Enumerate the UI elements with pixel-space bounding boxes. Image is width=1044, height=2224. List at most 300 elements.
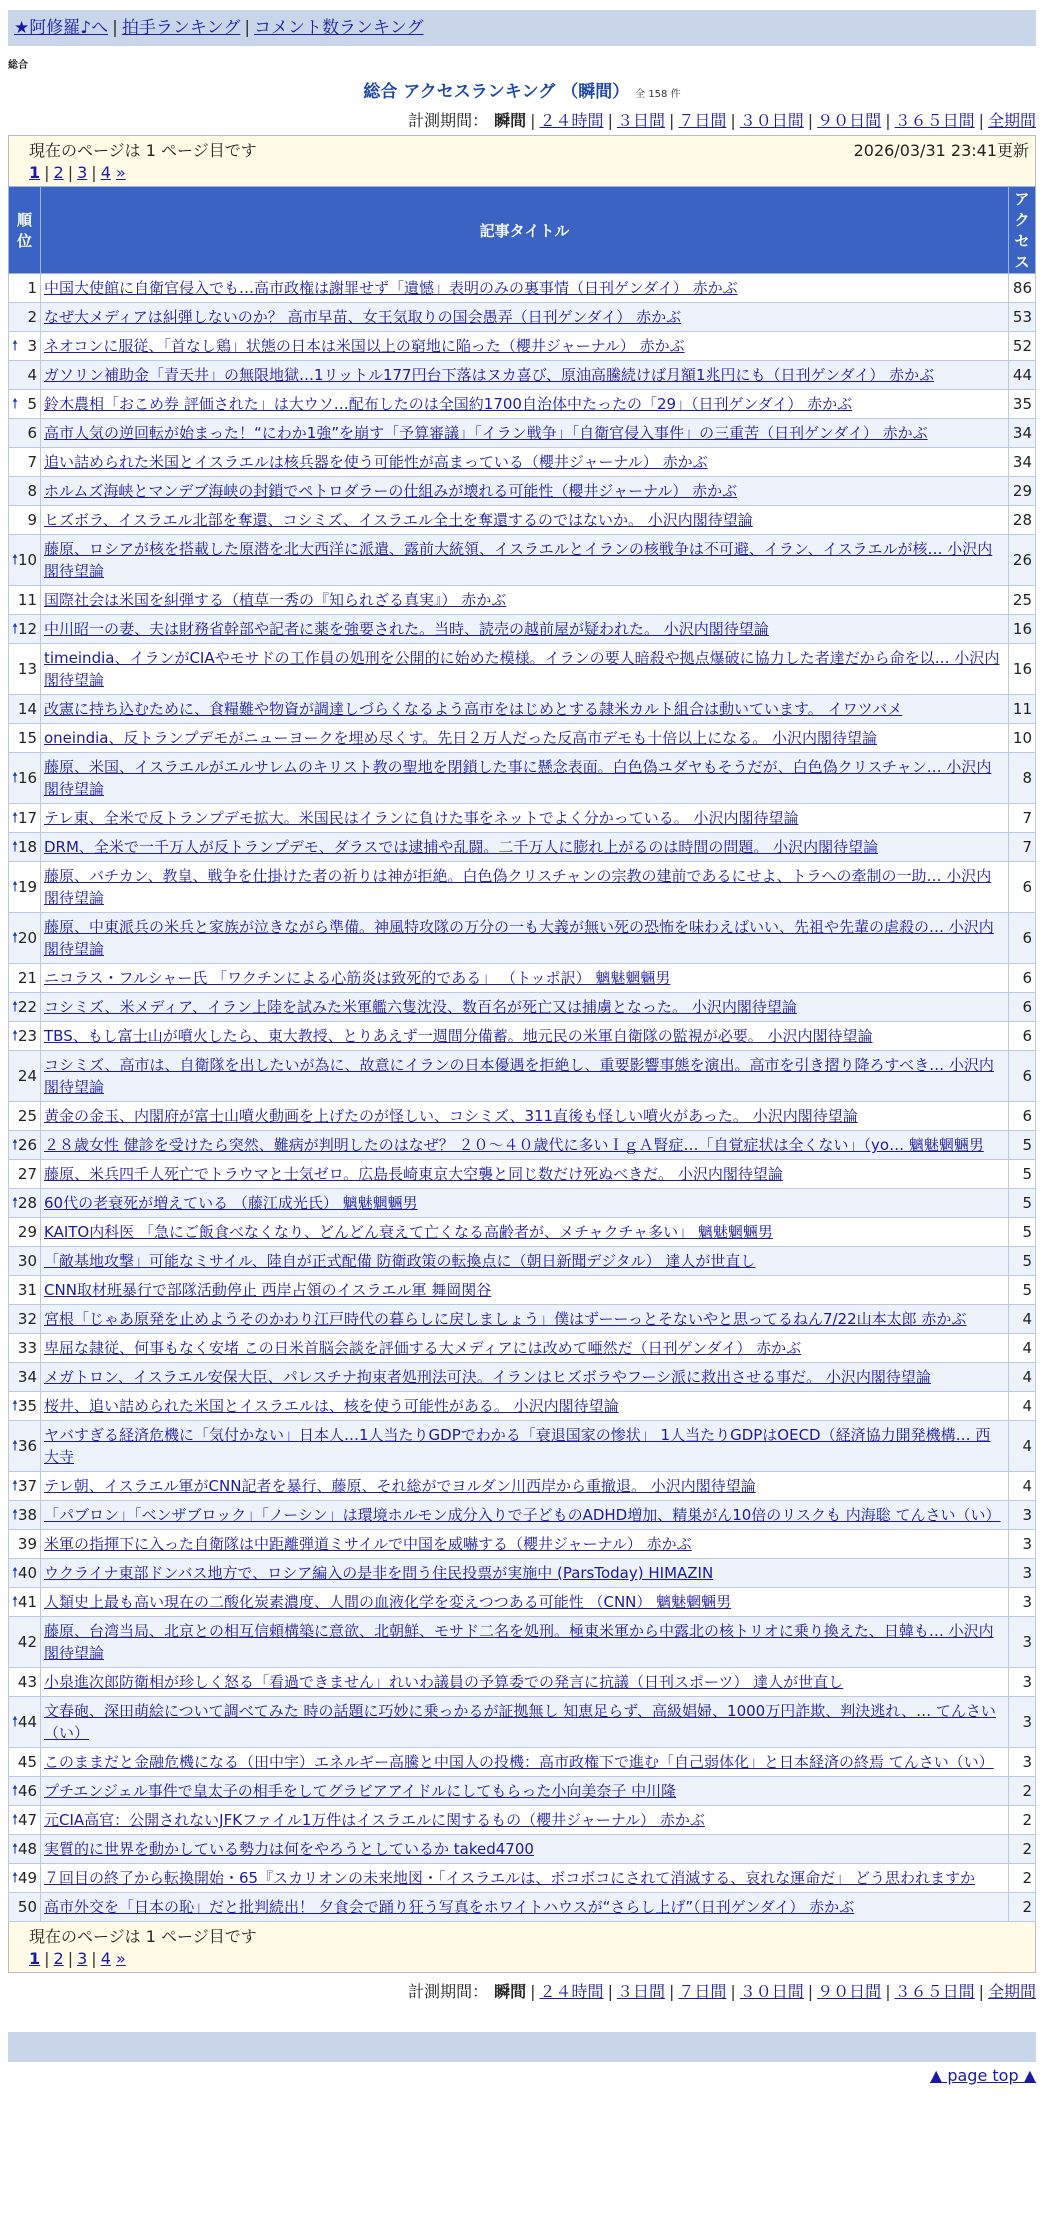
up-arrow-icon: 🠕 [12, 1783, 19, 1799]
title-cell [41, 1748, 1009, 1777]
rank-cell [9, 1218, 41, 1247]
article-link[interactable]: このままだと金融危機になる（田中宇）エネルギー高騰と中国人の投機：高市政権下で進む「自己弱体化」と日本経済の終焉 てんさい（い） [44, 1753, 994, 1771]
rank-number: 13 [17, 660, 37, 678]
article-link[interactable]: 元CIA高官：公開されないJFKファイル1万件はイスラエルに関するもの（櫻井ジャーナル） 赤かぶ [44, 1811, 705, 1829]
article-link[interactable]: 改憲に持ち込むために、食糧難や物資が調達しづらくなるよう高市をはじめとする隷米カルト組合は動いています。 イワツバメ [44, 700, 903, 718]
rank-number: 37 [18, 1477, 38, 1495]
table-row [9, 1835, 1036, 1864]
article-link[interactable]: テレ朝、イスラエル軍がCNN記者を暴行、藤原、それ総がでヨルダン川西岸から重撤退。 小沢内閣待望論 [44, 1477, 756, 1495]
article-link[interactable]: DRM、全米で一千万人が反トランプデモ、ダラスでは逮捕や乱闘。二千万人に膨れ上がるのは時間の問題。 小沢内閣待望論 [44, 838, 879, 856]
page-separator: | [67, 1949, 74, 1968]
table-row [9, 1022, 1036, 1051]
next-page-link[interactable]: » [115, 163, 126, 182]
period-link[interactable]: ９０日間 [817, 111, 882, 130]
rank-number: 39 [17, 1535, 37, 1553]
article-link[interactable]: 宮根「じゃあ原発を止めようそのかわり江戸時代の暮らしに戻しましょう」僕はずーーっとそないやと思ってるねん7/22山本太郎 赤かぶ [44, 1310, 967, 1328]
table-row [9, 1617, 1036, 1668]
access-count: 35 [1009, 390, 1036, 419]
rank-number: 4 [27, 366, 37, 384]
title-cell [41, 1160, 1009, 1189]
rank-cell [9, 390, 41, 419]
access-count: 4 [1009, 1363, 1036, 1392]
rank-number: 23 [18, 1027, 38, 1045]
access-count: 3 [1009, 1668, 1036, 1697]
up-arrow-icon: 🠕 [12, 1028, 19, 1044]
period-link[interactable]: ２４時間 [539, 1982, 604, 2001]
rank-cell [9, 993, 41, 1022]
page-link[interactable]: 4 [100, 1949, 111, 1968]
rank-cell [9, 303, 41, 332]
title-cell [41, 1777, 1009, 1806]
access-count: 4 [1009, 1421, 1036, 1472]
period-separator: | [978, 1982, 984, 2001]
article-link[interactable]: 鈴木農相「おこめ券 評価された」は大ウソ…配布したのは全国約1700自治体中たったの「29」（日刊ゲンダイ） 赤かぶ [44, 395, 853, 413]
title-cell [41, 1189, 1009, 1218]
category-label: 総合 [8, 60, 28, 71]
rank-cell [9, 477, 41, 506]
access-count: 6 [1009, 1051, 1036, 1102]
period-separator: | [807, 1982, 814, 2001]
article-link[interactable]: 藤原、バチカン、教皇、戦争を仕掛けた者の祈りは神が拒絶。白色偽クリスチャンの宗教の建前であるにせよ、トラへの牽制の一助… 小沢内閣待望論 [44, 867, 992, 907]
rank-number: 34 [17, 1368, 37, 1386]
title-cell [41, 1131, 1009, 1160]
access-count: 4 [1009, 1472, 1036, 1501]
article-link[interactable]: 「敵基地攻撃」可能なミサイル、陸自が正式配備 防衛政策の転換点に（朝日新聞デジタル） 達人が世直し [44, 1252, 756, 1270]
title-cell [41, 1806, 1009, 1835]
period-link[interactable]: ３６５日間 [894, 111, 975, 130]
table-row [9, 448, 1036, 477]
title-cell [41, 1334, 1009, 1363]
access-count: 5 [1009, 1218, 1036, 1247]
article-link[interactable]: 60代の老衰死が増えている （藤江成光氏） 魑魅魍魎男 [44, 1194, 418, 1212]
rank-number: 1 [27, 279, 37, 297]
page-separator: | [67, 163, 74, 182]
nav-link-comment-ranking[interactable]: コメント数ランキング [254, 18, 424, 38]
table-row [9, 913, 1036, 964]
access-count: 6 [1009, 964, 1036, 993]
rank-cell [9, 1022, 41, 1051]
rank-number: 35 [18, 1397, 38, 1415]
rank-number: 30 [17, 1252, 37, 1270]
title-cell [41, 1102, 1009, 1131]
rank-number: 3 [27, 337, 37, 355]
rank-number: 40 [18, 1564, 38, 1582]
article-link[interactable]: ウクライナ東部ドンバス地方で、ロシア編入の是非を問う住民投票が実施中 (ParsToday) HIMAZIN [44, 1564, 714, 1582]
title-cell [41, 1501, 1009, 1530]
article-link[interactable]: ヒズボラ、イスラエル北部を奪還、コシミズ、イスラエル全土を奪還するのではないか。 小沢内閣待望論 [44, 511, 753, 529]
period-link[interactable]: ２４時間 [539, 111, 604, 130]
rank-number: 33 [17, 1339, 37, 1357]
article-link[interactable]: ホルムズ海峡とマンデブ海峡の封鎖でペトロダラーの仕組みが壊れる可能性（櫻井ジャーナル） 赤かぶ [44, 482, 738, 500]
access-count: 6 [1009, 1102, 1036, 1131]
title-cell [41, 1835, 1009, 1864]
pagination-top [29, 163, 1029, 182]
table-row [9, 1559, 1036, 1588]
table-row [9, 1668, 1036, 1697]
access-count: 3 [1009, 1559, 1036, 1588]
article-link[interactable]: CNN取材班暴行で部隊活動停止 西岸占領のイスラエル軍 舞岡関谷 [44, 1281, 492, 1299]
up-arrow-icon: 🠕 [12, 1438, 19, 1454]
rank-cell [9, 1835, 41, 1864]
table-row [9, 1051, 1036, 1102]
access-count: 44 [1009, 361, 1036, 390]
title-cell [41, 1247, 1009, 1276]
table-row [9, 1363, 1036, 1392]
rank-number: 16 [18, 769, 38, 787]
page-link[interactable]: 3 [77, 163, 88, 182]
table-row [9, 1697, 1036, 1748]
period-label: 計測期間： [408, 111, 489, 130]
up-arrow-icon: 🠕 [12, 396, 19, 412]
period-link[interactable]: ３日間 [616, 111, 665, 130]
up-arrow-icon: 🠕 [12, 999, 19, 1015]
access-count: 28 [1009, 506, 1036, 535]
title-cell [41, 753, 1009, 804]
rank-number: 21 [17, 969, 37, 987]
table-row [9, 390, 1036, 419]
access-count: 3 [1009, 1501, 1036, 1530]
period-link[interactable]: 全期間 [987, 1982, 1036, 2001]
rank-cell [9, 1421, 41, 1472]
title-cell [41, 506, 1009, 535]
table-row [9, 644, 1036, 695]
table-row [9, 862, 1036, 913]
period-separator: | [607, 1982, 613, 2001]
rank-cell [9, 1617, 41, 1668]
footer-bar [8, 2032, 1036, 2062]
title-cell [41, 586, 1009, 615]
up-arrow-icon: 🠕 [12, 1137, 19, 1153]
access-count: 16 [1009, 644, 1036, 695]
article-link[interactable]: メガトロン、イスラエル安保大臣、パレスチナ拘束者処刑法可決。イランはヒズボラやフーシ派に救出させる事だ。 小沢内閣待望論 [44, 1368, 931, 1386]
rank-number: 14 [17, 700, 37, 718]
table-row [9, 1748, 1036, 1777]
rank-number: 8 [27, 482, 37, 500]
article-link[interactable]: プチエンジェル事件で皇太子の相手をしてグラビアアイドルにしてもらった小向美奈子 中川隆 [44, 1782, 677, 1800]
page-separator: | [44, 163, 50, 182]
rank-cell [9, 724, 41, 753]
page-link-current[interactable]: 1 [29, 163, 41, 182]
article-link[interactable]: なぜ大メディアは糾弾しないのか？ 高市早苗、女王気取りの国会愚弄（日刊ゲンダイ） 赤かぶ [44, 308, 682, 326]
nav-link-clap-ranking[interactable]: 拍手ランキング [121, 18, 241, 38]
article-link[interactable]: コシミズ、米メディア、イラン上陸を試みた米軍艦六隻沈没、数百名が死亡又は捕虜となった。 小沢内閣待望論 [44, 998, 797, 1016]
article-link[interactable]: 「パブロン」「ベンザブロック」「ノーシン」は環境ホルモン成分入りで子どものADHD増加、精巣がん10倍のリスクも 内海聡 てんさい（い） [44, 1506, 1001, 1524]
rank-cell [9, 1392, 41, 1421]
table-row [9, 1421, 1036, 1472]
article-link[interactable]: 国際社会は米国を糾弾する（植草一秀の『知られざる真実』） 赤かぶ [44, 591, 507, 609]
page-separator: | [44, 1949, 50, 1968]
article-link[interactable]: 黄金の金玉、内閣府が富士山噴火動画を上げたのが怪しい、コシミズ、311直後も怪しい噴火があった。 小沢内閣待望論 [44, 1107, 858, 1125]
access-count: 86 [1009, 274, 1036, 303]
access-count: 25 [1009, 586, 1036, 615]
up-arrow-icon: 🠕 [12, 1594, 19, 1610]
article-link[interactable]: 人類史上最も高い現在の二酸化炭素濃度、人間の血液化学を変えつつある可能性 （CNN） 魑魅魍魎男 [44, 1593, 732, 1611]
access-count: 53 [1009, 303, 1036, 332]
rank-number: 22 [18, 998, 38, 1016]
up-arrow-icon: 🠕 [12, 1478, 19, 1494]
article-link[interactable]: ヤバすぎる経済危機に「気付かない」日本人…1人当たりGDPでわかる「衰退国家の惨状」 1人当たりGDPはOECD（経済協力開発機構… 西大寺 [44, 1426, 991, 1466]
period-link[interactable]: ３０日間 [739, 111, 804, 130]
top-nav-bar [8, 10, 1036, 46]
title-cell [41, 1022, 1009, 1051]
article-link[interactable]: 卑屈な隷従、何事もなく安堵 この日米首脳会談を評価する大メディアには改めて唖然だ（日刊ゲンダイ） 赤かぶ [44, 1339, 802, 1357]
period-link[interactable]: ７日間 [678, 1982, 727, 2001]
title-cell [41, 1893, 1009, 1922]
article-link[interactable]: 実質的に世界を動かしている勢力は何をやろうとしているか taked4700 [44, 1840, 534, 1858]
rank-cell [9, 332, 41, 361]
access-count: 7 [1009, 804, 1036, 833]
access-count: 34 [1009, 448, 1036, 477]
period-separator: | [730, 1982, 736, 2001]
title-cell [41, 1530, 1009, 1559]
up-arrow-icon: 🠕 [12, 810, 19, 826]
access-count: 3 [1009, 1530, 1036, 1559]
rank-cell [9, 1588, 41, 1617]
article-link[interactable]: 高市人気の逆回転が始まった！“にわか1強”を崩す「予算審議」「イラン戦争」「自衛官侵入事件」の三重苦（日刊ゲンダイ） 赤かぶ [44, 424, 928, 442]
table-header-row [9, 187, 1036, 274]
rank-number: 41 [18, 1593, 38, 1611]
rank-number: 31 [17, 1281, 37, 1299]
page-separator: | [91, 1949, 97, 1968]
access-count: 6 [1009, 913, 1036, 964]
rank-number: 45 [17, 1753, 37, 1771]
page-info-bottom [8, 1922, 1036, 1973]
access-count: 10 [1009, 724, 1036, 753]
table-row [9, 1588, 1036, 1617]
up-arrow-icon: 🠕 [12, 1714, 19, 1730]
rank-number: 17 [18, 809, 38, 827]
table-row [9, 419, 1036, 448]
article-link[interactable]: 文春砲、深田萌絵について調べてみた 時の話題に巧妙に乗っかるが証拠無し 知恵足らず、高級娼婦、1000万円詐欺、判決逃れ、… てんさい（い） [44, 1702, 996, 1742]
article-link[interactable]: 藤原、中東派兵の米兵と家族が泣きながら準備。神風特攻隊の万分の一も大義が無い死の恐怖を味わえばいい、先祖や先輩の虐殺の… 小沢内閣待望論 [44, 918, 994, 958]
rank-cell [9, 448, 41, 477]
rank-cell [9, 804, 41, 833]
rank-cell [9, 1102, 41, 1131]
access-count: 5 [1009, 1131, 1036, 1160]
rank-cell [9, 1697, 41, 1748]
table-row [9, 361, 1036, 390]
access-count: 4 [1009, 1392, 1036, 1421]
rank-number: 49 [18, 1869, 38, 1887]
rank-cell [9, 833, 41, 862]
page-link[interactable]: 4 [100, 163, 111, 182]
up-arrow-icon: 🠕 [12, 930, 19, 946]
page-top-link[interactable]: ▲ page top ▲ [929, 2066, 1036, 2085]
access-count: 3 [1009, 1748, 1036, 1777]
table-row [9, 1501, 1036, 1530]
access-count: 3 [1009, 1588, 1036, 1617]
table-row [9, 477, 1036, 506]
rank-cell [9, 1530, 41, 1559]
rank-number: 6 [27, 424, 37, 442]
rank-cell [9, 1777, 41, 1806]
table-row [9, 1218, 1036, 1247]
article-link[interactable]: timeindia、イランがCIAやモサドの工作員の処刑を公開的に始めた模様。イランの要人暗殺や拠点爆破に協力した者達だから命を以… 小沢内閣待望論 [44, 649, 1000, 689]
title-cell [41, 644, 1009, 695]
title-cell [41, 862, 1009, 913]
title-cell [41, 1276, 1009, 1305]
article-link[interactable]: 藤原、米兵四千人死亡でトラウマと士気ゼロ。広島長崎東京大空襲と同じ数だけ死ぬべきだ。 小沢内閣待望論 [44, 1165, 783, 1183]
title-cell [41, 913, 1009, 964]
table-row [9, 274, 1036, 303]
article-link[interactable]: 藤原、米国、イスラエルがエルサレムのキリスト教の聖地を閉鎖した事に懸念表面。白色偽ユダヤもそうだが、白色偽クリスチャン… 小沢内閣待望論 [44, 758, 992, 798]
rank-number: 29 [17, 1223, 37, 1241]
up-arrow-icon: 🠕 [12, 1398, 19, 1414]
up-arrow-icon: 🠕 [12, 1841, 19, 1857]
period-link[interactable]: ９０日間 [817, 1982, 882, 2001]
access-count: 2 [1009, 1835, 1036, 1864]
up-arrow-icon: 🠕 [12, 338, 19, 354]
period-selector-bottom [8, 1979, 1036, 2002]
rank-cell [9, 1806, 41, 1835]
table-row [9, 964, 1036, 993]
table-row [9, 506, 1036, 535]
title-cell [41, 390, 1009, 419]
rank-number: 32 [17, 1310, 37, 1328]
article-link[interactable]: oneindia、反トランプデモがニューヨークを埋め尽くす。先日２万人だった反高市デモも十倍以上になる。 小沢内閣待望論 [44, 729, 878, 747]
article-link[interactable]: ７回目の終了から転換開始・65『スカリオンの未来地図・「イスラエルは、ボコボコにされて消滅する、哀れな運命だ」 どう思われますか [44, 1869, 976, 1887]
article-link[interactable]: 藤原、台湾当局、北京との相互信頼構築に意欲、北朝鮮、モサド二名を処刑。極東米軍から中露北の核トリオに乗り換えた、日韓も… 小沢内閣待望論 [44, 1622, 994, 1662]
rank-cell [9, 1559, 41, 1588]
rank-cell [9, 1189, 41, 1218]
article-link[interactable]: TBS、もし富士山が噴火したら、東大教授、とりあえず一週間分備蓄。地元民の米軍自衛隊の監視が必要。 小沢内閣待望論 [44, 1027, 873, 1045]
access-count: 3 [1009, 1697, 1036, 1748]
up-arrow-icon: 🠕 [12, 1812, 19, 1828]
title-cell [41, 695, 1009, 724]
period-current: 瞬間 [494, 111, 527, 130]
nav-separator: | [112, 18, 118, 38]
table-row [9, 1247, 1036, 1276]
title-cell [41, 1218, 1009, 1247]
rank-number: 15 [17, 729, 37, 747]
title-cell [41, 448, 1009, 477]
article-link[interactable]: KAITO内科医 「急にご飯食べなくなり、どんどん衰えて亡くなる高齢者が、メチャクチャ多い」 魑魅魍魎男 [44, 1223, 773, 1241]
period-label: 計測期間： [408, 1982, 489, 2001]
page-separator: | [91, 163, 97, 182]
article-link[interactable]: 中国大使館に自衛官侵入でも…高市政権は謝罪せず「遺憾」表明のみの裏事情（日刊ゲンダイ） 赤かぶ [44, 279, 738, 297]
rank-number: 44 [18, 1713, 38, 1731]
period-current: 瞬間 [494, 1982, 527, 2001]
period-separator: | [668, 111, 675, 130]
period-link[interactable]: ３６５日間 [894, 1982, 975, 2001]
rank-cell [9, 862, 41, 913]
access-count: 6 [1009, 1022, 1036, 1051]
article-link[interactable]: 高市外交を「日本の恥」だと批判続出！ 夕食会で踊り狂う写真をホワイトハウスが“さらし上げ”（日刊ゲンダイ） 赤かぶ [44, 1898, 855, 1916]
article-link[interactable]: 小泉進次郎防衛相が珍しく怒る「看過できません」れいわ議員の予算委での発言に抗議（日刊スポーツ） 達人が世直し [44, 1673, 844, 1691]
article-link[interactable]: 米軍の指揮下に入った自衛隊は中距離弾道ミサイルで中国を威嚇する（櫻井ジャーナル） 赤かぶ [44, 1535, 692, 1553]
period-separator: | [730, 111, 736, 130]
header-rank: 順位 [9, 187, 41, 274]
article-link[interactable]: 中川昭一の妻、夫は財務省幹部や記者に薬を強要された。当時、読売の越前屋が疑われた。 小沢内閣待望論 [44, 620, 769, 638]
period-link[interactable]: 全期間 [987, 111, 1036, 130]
access-count: 52 [1009, 332, 1036, 361]
rank-cell [9, 753, 41, 804]
article-link[interactable]: ニコラス・フルシャー氏 「ワクチンによる心筋炎は致死的である」 （トッポ訳） 魑魅魍魎男 [44, 969, 671, 987]
access-count: 16 [1009, 615, 1036, 644]
period-separator: | [978, 111, 984, 130]
page-link-current[interactable]: 1 [29, 1949, 41, 1968]
rank-number: 10 [18, 551, 38, 569]
article-link[interactable]: ガソリン補助金「青天井」の無限地獄…1リットル177円台下落はヌカ喜び、原油高騰続けば月額1兆円にも（日刊ゲンダイ） 赤かぶ [44, 366, 935, 384]
item-count: 全 158 件 [635, 89, 681, 100]
table-row [9, 804, 1036, 833]
title-cell [41, 1472, 1009, 1501]
access-count: 4 [1009, 1334, 1036, 1363]
rank-number: 38 [18, 1506, 38, 1524]
ranking-table [8, 186, 1036, 1922]
period-separator: | [607, 111, 613, 130]
rank-cell [9, 1334, 41, 1363]
up-arrow-icon: 🠕 [12, 621, 19, 637]
title-cell [41, 361, 1009, 390]
access-count: 5 [1009, 1160, 1036, 1189]
period-separator: | [530, 111, 536, 130]
rank-cell [9, 361, 41, 390]
rank-cell [9, 1864, 41, 1893]
article-link[interactable]: テレ東、全米で反トランプデモ拡大。米国民はイランに負けた事をネットでよく分かっている。 小沢内閣待望論 [44, 809, 799, 827]
title-cell [41, 1051, 1009, 1102]
table-row [9, 1334, 1036, 1363]
rank-number: 18 [18, 838, 38, 856]
page-link[interactable]: 2 [53, 1949, 64, 1968]
period-link[interactable]: ７日間 [678, 111, 727, 130]
article-link[interactable]: 桜井、追い詰められた米国とイスラエルは、核を使う可能性がある。 小沢内閣待望論 [44, 1397, 619, 1415]
rank-number: 24 [17, 1067, 37, 1085]
rank-number: 50 [17, 1898, 37, 1916]
table-row [9, 1472, 1036, 1501]
article-link[interactable]: 追い詰められた米国とイスラエルは核兵器を使う可能性が高まっている（櫻井ジャーナル） 赤かぶ [44, 453, 708, 471]
article-link[interactable]: 藤原、ロシアが核を搭載した原潜を北大西洋に派遣、露前大統領、イスラエルとイランの核戦争は不可避、イラン、イスラエルが核… 小沢内閣待望論 [44, 540, 993, 580]
table-row [9, 695, 1036, 724]
rank-number: 5 [27, 395, 37, 413]
period-link[interactable]: ３０日間 [739, 1982, 804, 2001]
access-count: 6 [1009, 993, 1036, 1022]
nav-link-asyura[interactable]: ★阿修羅♪へ [14, 18, 109, 38]
rank-cell [9, 1276, 41, 1305]
next-page-link[interactable]: » [115, 1949, 126, 1968]
page-link[interactable]: 3 [77, 1949, 88, 1968]
table-row [9, 1777, 1036, 1806]
article-link[interactable]: コシミズ、高市は、自衛隊を出したいが為に、故意にイランの日本優遇を拒絶し、重要影響事態を演出。高市を引き摺り降ろすべき… 小沢内閣待望論 [44, 1056, 994, 1096]
title-cell [41, 804, 1009, 833]
title-cell [41, 1697, 1009, 1748]
up-arrow-icon: 🠕 [12, 1195, 19, 1211]
title-cell [41, 1363, 1009, 1392]
rank-cell [9, 1051, 41, 1102]
title-cell [41, 1668, 1009, 1697]
title-cell [41, 303, 1009, 332]
rank-cell [9, 1893, 41, 1922]
page-link[interactable]: 2 [53, 163, 64, 182]
title-cell [41, 419, 1009, 448]
page-notice-bottom: 現在のページは 1 ページ目です [29, 1927, 257, 1946]
title-cell [41, 477, 1009, 506]
table-row [9, 303, 1036, 332]
pagination-bottom [29, 1949, 1029, 1968]
rank-cell [9, 1131, 41, 1160]
access-count: 4 [1009, 1305, 1036, 1334]
access-count: 5 [1009, 1189, 1036, 1218]
rank-number: 25 [17, 1107, 37, 1125]
access-count: 5 [1009, 1276, 1036, 1305]
article-link[interactable]: ネオコンに服従、「首なし鶏」状態の日本は米国以上の窮地に陥った（櫻井ジャーナル） 赤かぶ [44, 337, 685, 355]
table-row [9, 535, 1036, 586]
rank-number: 36 [18, 1437, 38, 1455]
period-link[interactable]: ３日間 [616, 1982, 665, 2001]
title-cell [41, 615, 1009, 644]
article-link[interactable]: ２８歳女性 健診を受けたら突然、難病が判明したのはなぜ？ ２０～４０歳代に多いＩｇＡ腎症…「自覚症状は全くない」（yo… 魑魅魍魎男 [44, 1136, 984, 1154]
table-row [9, 1102, 1036, 1131]
